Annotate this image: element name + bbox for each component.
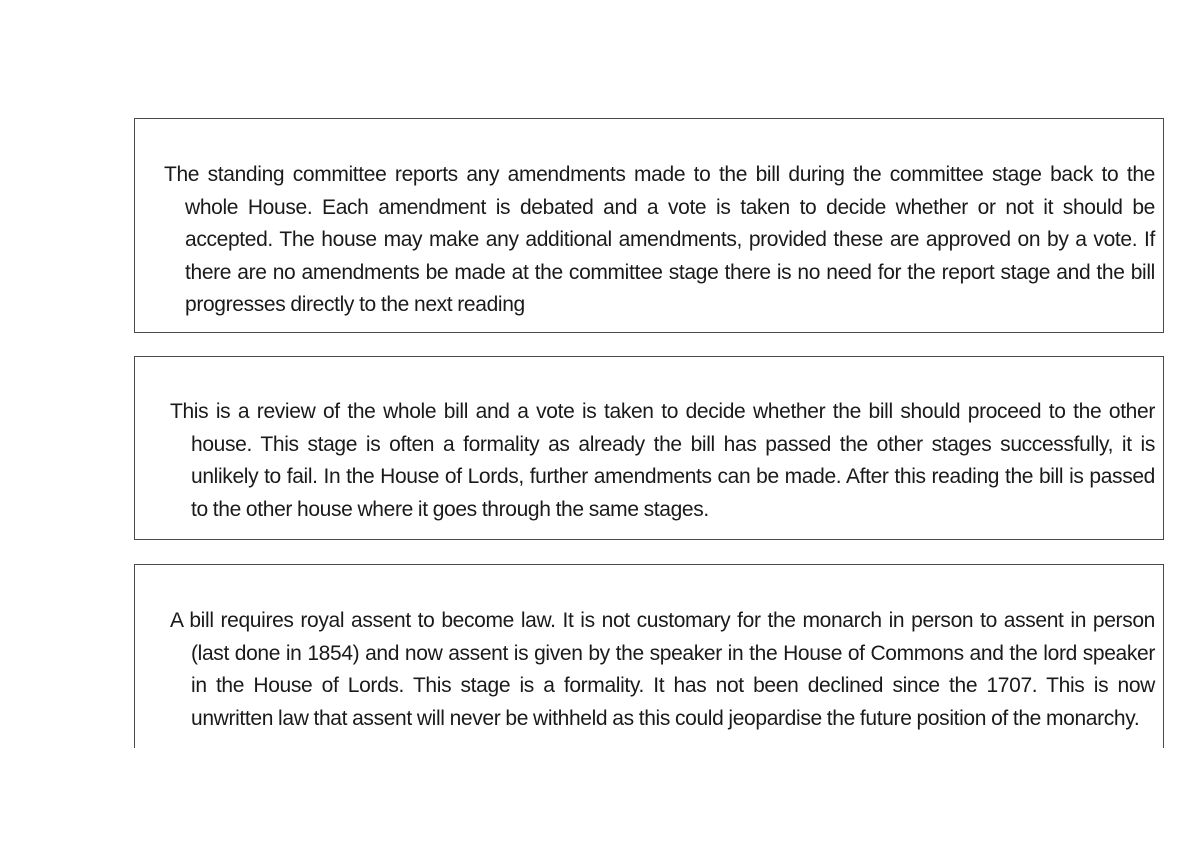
report-stage-paragraph: The standing committee reports any amendments made to the bill during the committee stage back to the whole House. Each amendment is debated and a vote is taken to decide whether or not it should be accepted. The house may make any additional amendments, provided these are approved on by a vote. If there are no amendments be made at the committee stage there is no need for the report stage and the bill progresses directly to the next reading: [164, 163, 1155, 316]
royal-assent-text-box: [134, 564, 1164, 748]
third-reading-text-box: [134, 356, 1164, 540]
royal-assent-paragraph: A bill requires royal assent to become law. It is not customary for the monarch in person to assent in person (last done in 1854) and now assent is given by the speaker in the House of Commons and the lord speaker in the House of Lords. This stage is a formality. It has not been declined since the 1707. This is now unwritten law that assent will never be withheld as this could jeopardise the future position of the monarchy.: [170, 609, 1155, 730]
report-stage-text-box: [134, 118, 1164, 333]
third-reading-paragraph: This is a review of the whole bill and a vote is taken to decide whether the bill should proceed to the other house. This stage is often a formality as already the bill has passed the other stages successfully, it is unlikely to fail. In the House of Lords, further amendments can be made. After this reading the bill is passed to the other house where it goes through the same stages.: [170, 400, 1155, 521]
